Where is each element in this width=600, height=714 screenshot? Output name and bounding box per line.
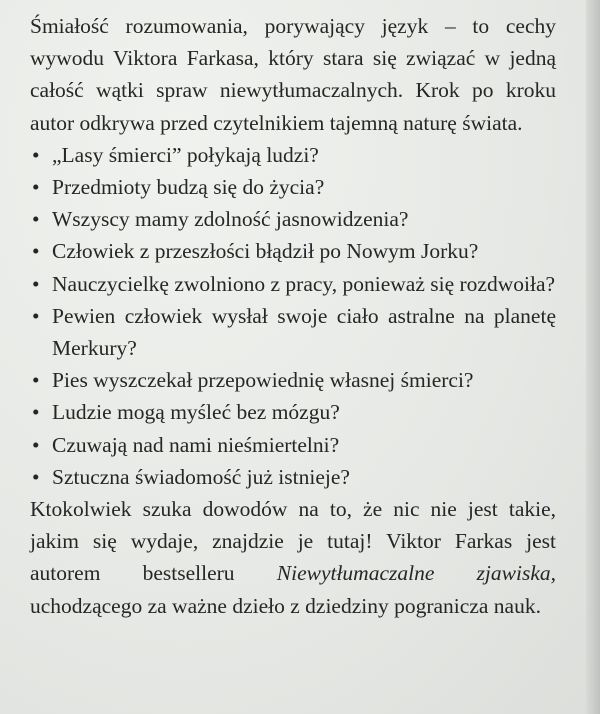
outro-paragraph	[30, 493, 556, 622]
bullet-icon: •	[32, 400, 40, 425]
bullet-icon: •	[32, 142, 40, 167]
page-edge	[586, 0, 600, 714]
book-back-cover-text	[30, 10, 556, 622]
list-item	[30, 268, 556, 300]
list-item	[30, 396, 556, 428]
list-item	[30, 461, 556, 493]
outro-text-end: uchodzącego za ważne dzieło z dziedziny pogranicza nauk.	[30, 593, 541, 618]
list-item	[30, 235, 556, 267]
list-item-text: Nauczycielkę zwolniono z pracy, ponieważ się rozdwoiła?	[52, 271, 556, 296]
list-item-text: Wszyscy mamy zdolność jasnowidzenia?	[52, 207, 409, 232]
list-item-text: Pies wyszczekał przepowiednię własnej śmierci?	[52, 368, 474, 393]
list-item-text: Czuwają nad nami nieśmiertelni?	[52, 432, 340, 457]
intro-paragraph: Śmiałość rozumowania, porywający język – to cechy wywodu Viktora Farkasa, który stara się związać w jedną całość wątki spraw niewytłumaczalnych. Krok po kroku autor odkrywa przed czytelnikiem tajemną naturę świata.	[30, 14, 556, 135]
bullet-icon: •	[32, 207, 40, 232]
list-item	[30, 139, 556, 171]
bullet-icon: •	[32, 432, 40, 457]
bullet-icon: •	[32, 464, 40, 489]
list-item-text: Sztuczna świadomość już istnieje?	[52, 464, 350, 489]
list-item-text: Przedmioty budzą się do życia?	[52, 175, 325, 200]
list-item	[30, 203, 556, 235]
bullet-icon: •	[32, 175, 40, 200]
bullet-icon: •	[32, 239, 40, 264]
list-item-text: Człowiek z przeszłości błądził po Nowym Jorku?	[52, 239, 479, 264]
bullet-icon: •	[32, 368, 40, 393]
list-item	[30, 300, 556, 364]
bullet-icon: •	[32, 271, 40, 296]
outro-text-start: Ktokolwiek szuka dowodów na to, że nic nie jest takie, jakim się wydaje, znajdzie je tutaj! Viktor Farkas jest autorem bestselleru	[30, 497, 556, 586]
list-item	[30, 429, 556, 461]
list-item	[30, 364, 556, 396]
book-title: Niewytłumaczalne zjawiska,	[276, 561, 557, 586]
bullet-icon: •	[32, 303, 40, 328]
question-list	[30, 139, 556, 493]
list-item	[30, 171, 556, 203]
list-item-text: Ludzie mogą myśleć bez mózgu?	[52, 400, 340, 425]
list-item-text: Pewien człowiek wysłał swoje ciało astralne na planetę Merkury?	[52, 303, 556, 361]
list-item-text: „Lasy śmierci” połykają ludzi?	[52, 142, 319, 167]
